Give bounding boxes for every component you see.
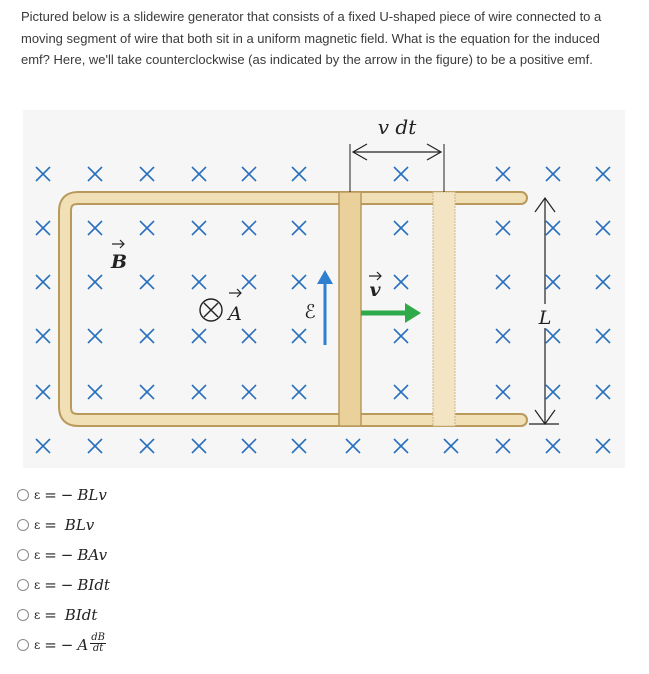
emf-symbol: ε [34,608,41,622]
expression: BAv [77,546,108,564]
fraction-numerator: dB [91,631,105,643]
sign: − [60,576,74,594]
radio-button[interactable] [17,609,29,621]
fraction-denominator: dt [92,642,104,654]
emf-symbol: ε [34,488,41,502]
choice-formula [34,546,107,564]
choice-1[interactable] [17,480,110,510]
choice-formula [34,631,106,656]
choice-formula [34,516,94,534]
moving-wire [339,192,361,426]
emf-label: ℰ [304,301,316,323]
choice-formula [34,606,97,624]
b-label: B [110,251,128,273]
emf-symbol: ε [34,548,41,562]
fraction [90,633,106,654]
question-text: Pictured below is a slidewire generator that consists of a fixed U-shaped piece of wire connected to a moving segment of wire that both sit in a uniform magnetic field. What is the equation for the induced emf? Here, we'll take counterclockwise (as indicated by the arrow in the figure) to be a positive emf. [21,9,602,67]
slidewire-figure [23,110,625,468]
equals-sign: = [44,516,57,534]
v-label: v [369,279,381,301]
expression: BLv [77,486,107,504]
emf-symbol: ε [34,638,41,652]
expression: BLv [64,516,95,534]
length-label: L [538,307,552,329]
expression: BIdt [77,576,110,594]
sign: − [60,636,74,654]
equals-sign: = [44,576,57,594]
a-label: A [228,303,242,325]
equals-sign: = [44,606,57,624]
moving-wire-displaced [433,192,455,426]
radio-button[interactable] [17,519,29,531]
radio-button[interactable] [17,489,29,501]
choice-2[interactable] [17,510,110,540]
equals-sign: = [44,546,57,564]
sign: − [60,546,74,564]
sign: − [60,486,74,504]
choice-formula [34,576,110,594]
radio-button[interactable] [17,549,29,561]
answer-choices [17,480,110,660]
emf-symbol: ε [34,518,41,532]
expression: A [77,636,89,654]
expression: BIdt [64,606,98,624]
emf-symbol: ε [34,578,41,592]
choice-3[interactable] [17,540,110,570]
equals-sign: = [44,486,57,504]
radio-button[interactable] [17,639,29,651]
choice-4[interactable] [17,570,110,600]
radio-button[interactable] [17,579,29,591]
choice-6[interactable] [17,630,110,660]
equals-sign: = [44,636,57,654]
choice-formula [34,486,107,504]
choice-5[interactable] [17,600,110,630]
vdt-label: v dt [377,115,417,139]
